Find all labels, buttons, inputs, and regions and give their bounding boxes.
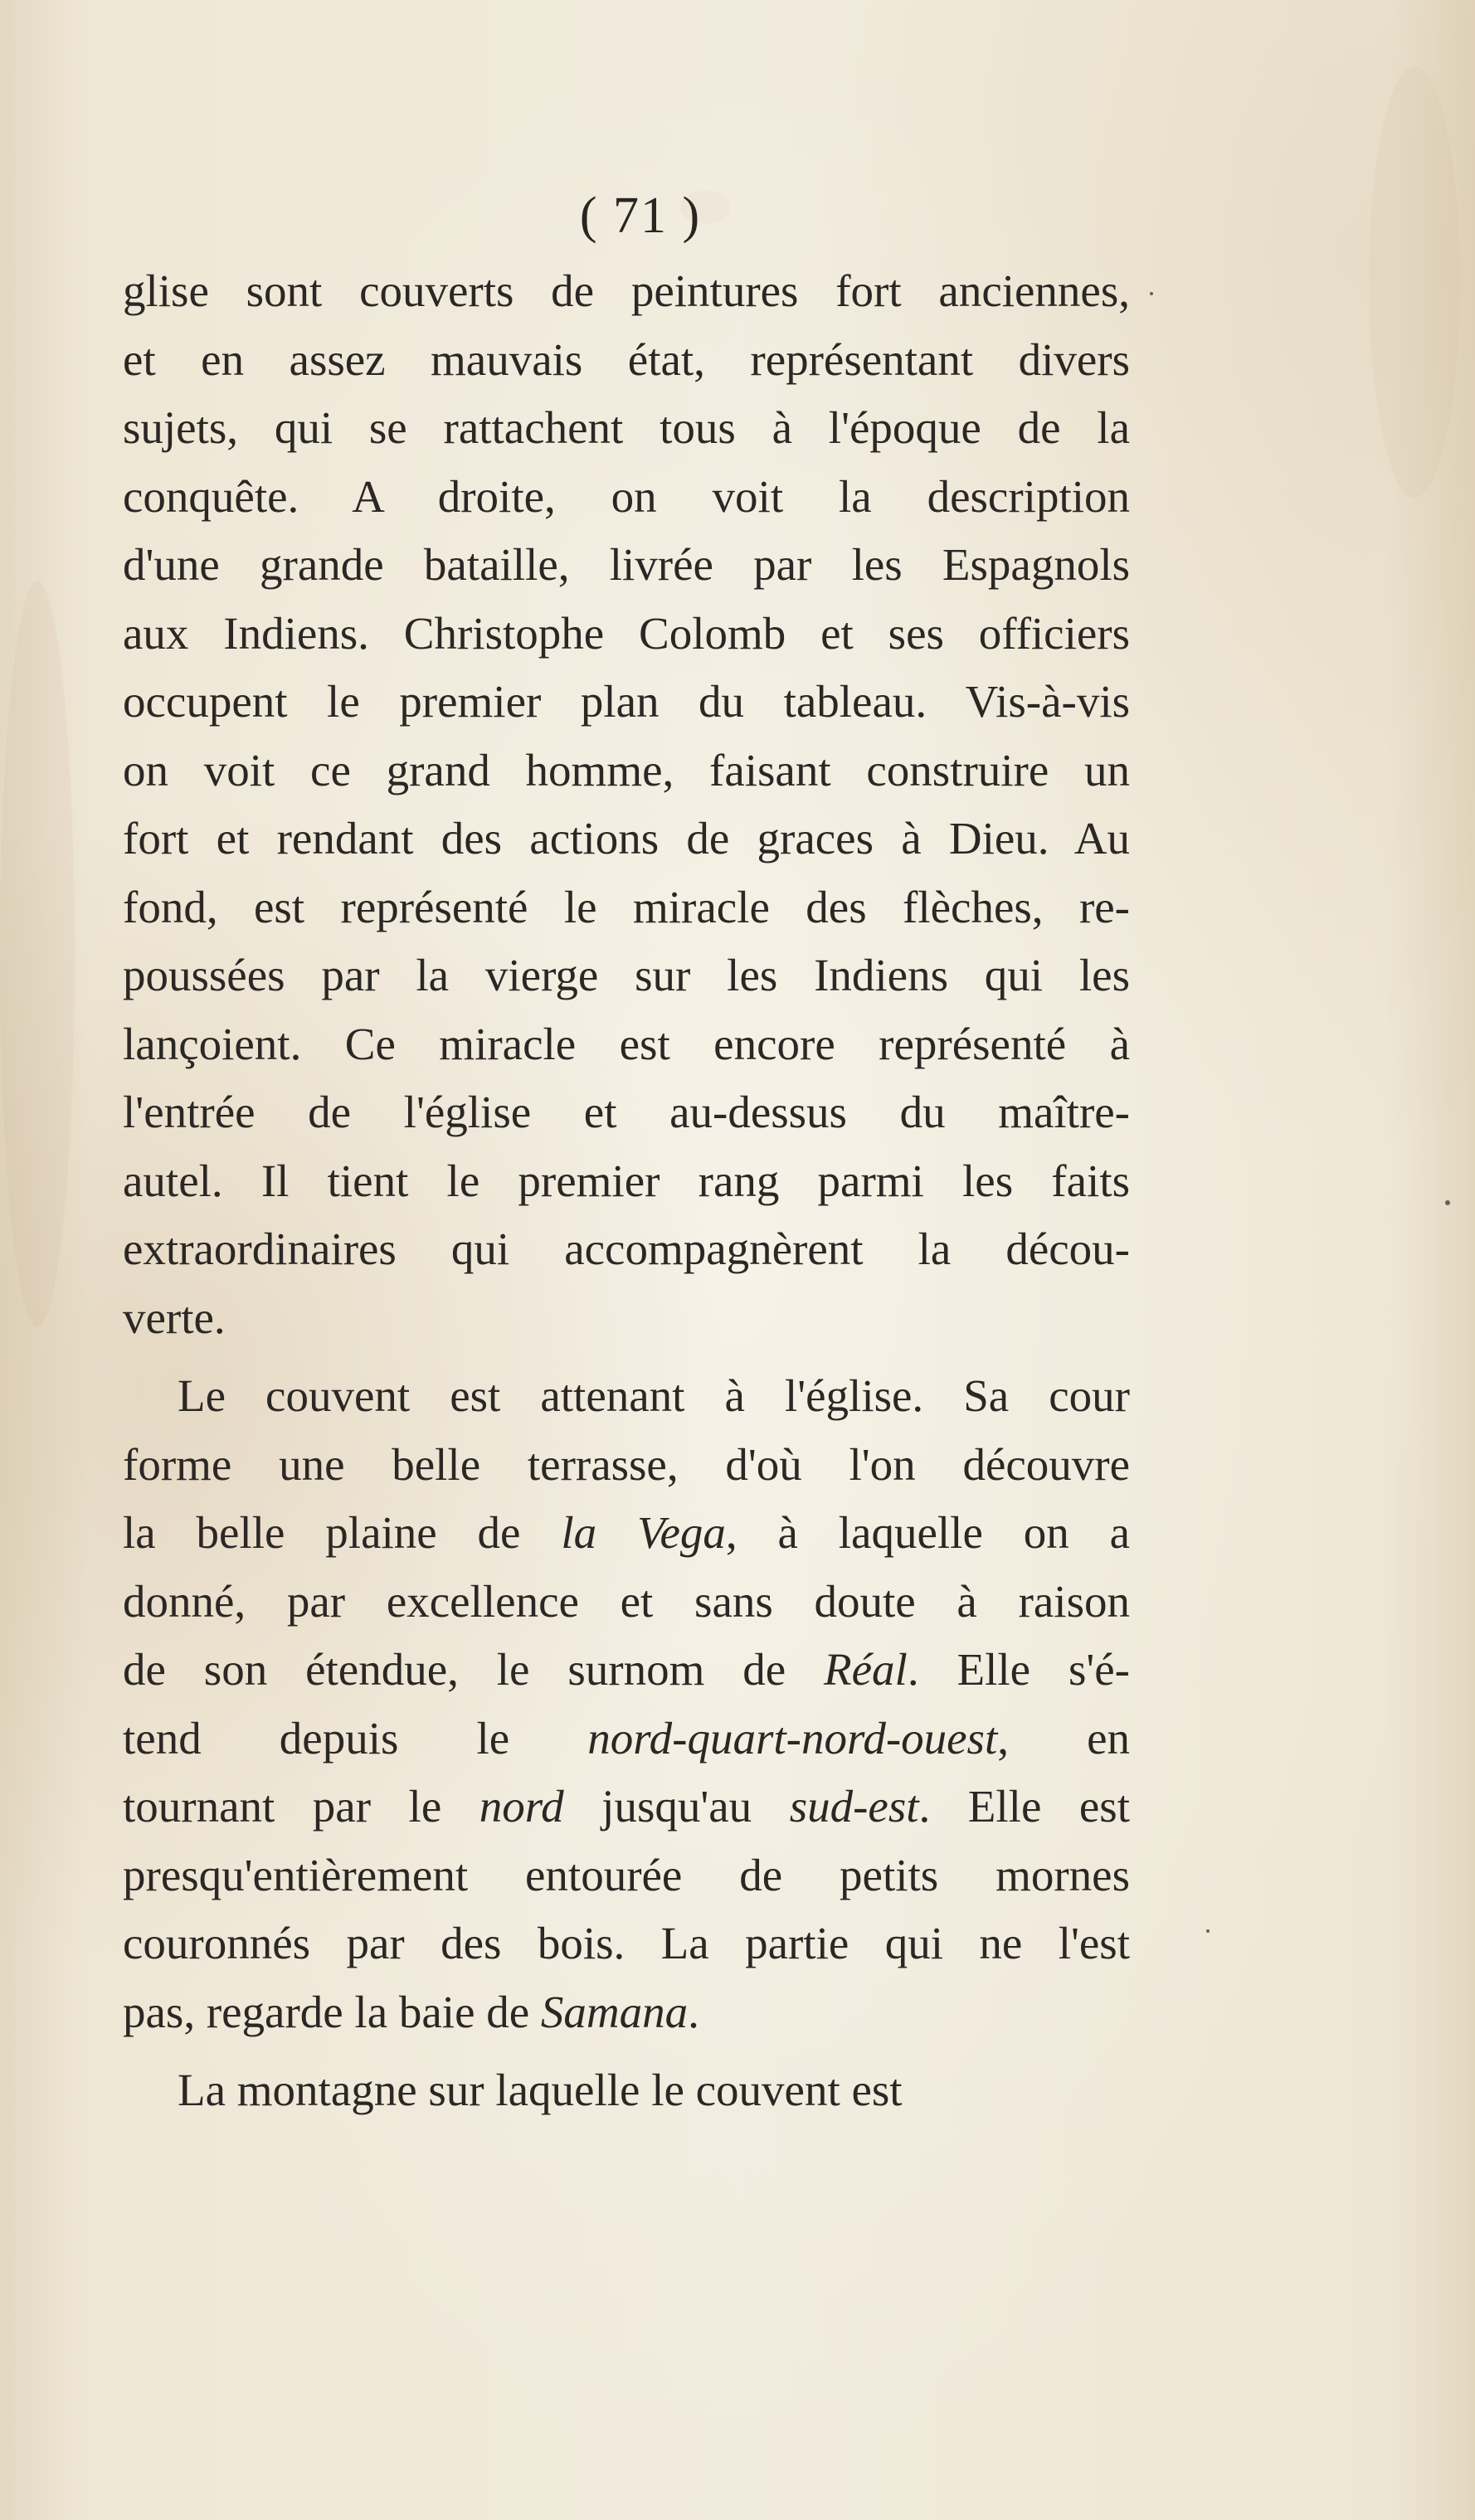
text-line bbox=[123, 2056, 1130, 2125]
text-line bbox=[123, 463, 1130, 532]
text-segment: . bbox=[688, 1986, 699, 2037]
text-line bbox=[123, 668, 1130, 737]
text-line bbox=[123, 1978, 1130, 2047]
text-line bbox=[123, 326, 1130, 395]
paper-speck bbox=[1150, 292, 1153, 295]
text-line bbox=[123, 600, 1130, 669]
text-line bbox=[123, 941, 1130, 1010]
text-segment: jusqu'au bbox=[563, 1781, 790, 1832]
page-number: ( 71 ) bbox=[579, 187, 702, 244]
text-segment: occupent le premier plan du tableau. Vis-à-vis bbox=[123, 676, 1130, 727]
text-segment: lançoient. Ce miracle est encore représenté à bbox=[123, 1018, 1130, 1069]
italic-text: nord-quart-nord-ouest bbox=[587, 1712, 998, 1764]
text-segment: La montagne sur laquelle le couvent est bbox=[178, 2065, 903, 2115]
text-line bbox=[123, 1215, 1130, 1284]
italic-text: sud-est bbox=[789, 1781, 919, 1832]
text-segment: d'une grande bataille, livrée par les Espagnols bbox=[123, 539, 1130, 590]
text-line bbox=[123, 1362, 1130, 1431]
text-segment: donné, par excellence et sans doute à raison bbox=[123, 1575, 1130, 1627]
text-line bbox=[123, 1147, 1130, 1216]
text-segment: poussées par la vierge sur les Indiens qui les bbox=[123, 950, 1130, 1000]
text-segment: . Elle s'é- bbox=[907, 1644, 1130, 1695]
italic-text: Réal bbox=[824, 1644, 908, 1695]
text-segment: tournant par le bbox=[123, 1781, 479, 1832]
text-segment: conquête. A droite, on voit la description bbox=[123, 470, 1130, 522]
text-segment: Le couvent est attenant à l'église. Sa cour bbox=[178, 1370, 1130, 1421]
italic-text: la Vega bbox=[561, 1507, 726, 1558]
text-segment: couronnés par des bois. La partie qui ne l'est bbox=[123, 1918, 1130, 1968]
paragraph bbox=[123, 1362, 1130, 2046]
text-segment: verte. bbox=[123, 1292, 226, 1343]
text-segment: , en bbox=[997, 1712, 1130, 1764]
text-segment: sujets, qui se rattachent tous à l'époque de la bbox=[123, 402, 1130, 453]
text-segment: . Elle est bbox=[918, 1781, 1130, 1832]
text-segment: pas, regarde la baie de bbox=[123, 1986, 541, 2037]
text-line bbox=[123, 1636, 1130, 1705]
text-line bbox=[123, 531, 1130, 600]
text-segment: fort et rendant des actions de graces à Dieu. Au bbox=[123, 813, 1130, 864]
text-segment: on voit ce grand homme, faisant construire un bbox=[123, 744, 1130, 795]
text-line bbox=[123, 257, 1130, 326]
text-segment: autel. Il tient le premier rang parmi les faits bbox=[123, 1155, 1130, 1206]
text-line bbox=[123, 873, 1130, 942]
text-segment: glise sont couverts de peintures fort anciennes, bbox=[123, 265, 1130, 316]
text-line bbox=[123, 1010, 1130, 1079]
text-line bbox=[123, 1568, 1130, 1637]
text-line bbox=[123, 1909, 1130, 1978]
text-line bbox=[123, 1773, 1130, 1841]
text-segment: tend depuis le bbox=[123, 1712, 588, 1764]
body-text bbox=[123, 257, 1130, 2125]
text-line bbox=[123, 1284, 1130, 1353]
text-segment: , à laquelle on a bbox=[725, 1507, 1130, 1558]
text-segment: presqu'entièrement entourée de petits mornes bbox=[123, 1849, 1130, 1900]
italic-text: nord bbox=[479, 1781, 564, 1832]
text-segment: aux Indiens. Christophe Colomb et ses officiers bbox=[123, 607, 1130, 659]
paper-speck bbox=[1206, 1929, 1210, 1933]
text-line bbox=[123, 805, 1130, 873]
text-line bbox=[123, 394, 1130, 463]
text-segment: extraordinaires qui accompagnèrent la décou- bbox=[123, 1224, 1130, 1274]
text-line bbox=[123, 1705, 1130, 1773]
paper-stain bbox=[0, 581, 75, 1327]
text-segment: l'entrée de l'église et au-dessus du maître- bbox=[123, 1087, 1130, 1137]
italic-text: Samana bbox=[540, 1986, 689, 2037]
paper-speck bbox=[1445, 1200, 1450, 1205]
text-segment: de son étendue, le surnom de bbox=[123, 1644, 825, 1695]
text-line bbox=[123, 1078, 1130, 1147]
text-segment: forme une belle terrasse, d'où l'on découvre bbox=[123, 1438, 1130, 1490]
text-line bbox=[123, 1841, 1130, 1910]
text-segment: et en assez mauvais état, représentant divers bbox=[123, 333, 1130, 385]
text-line bbox=[123, 1431, 1130, 1500]
text-line bbox=[123, 737, 1130, 805]
text-segment: la belle plaine de bbox=[123, 1507, 562, 1558]
text-line bbox=[123, 1499, 1130, 1568]
text-segment: fond, est représenté le miracle des flèches, re- bbox=[123, 881, 1130, 932]
paragraph bbox=[123, 2056, 1130, 2125]
paper-stain bbox=[1369, 66, 1460, 498]
paragraph bbox=[123, 257, 1130, 1352]
